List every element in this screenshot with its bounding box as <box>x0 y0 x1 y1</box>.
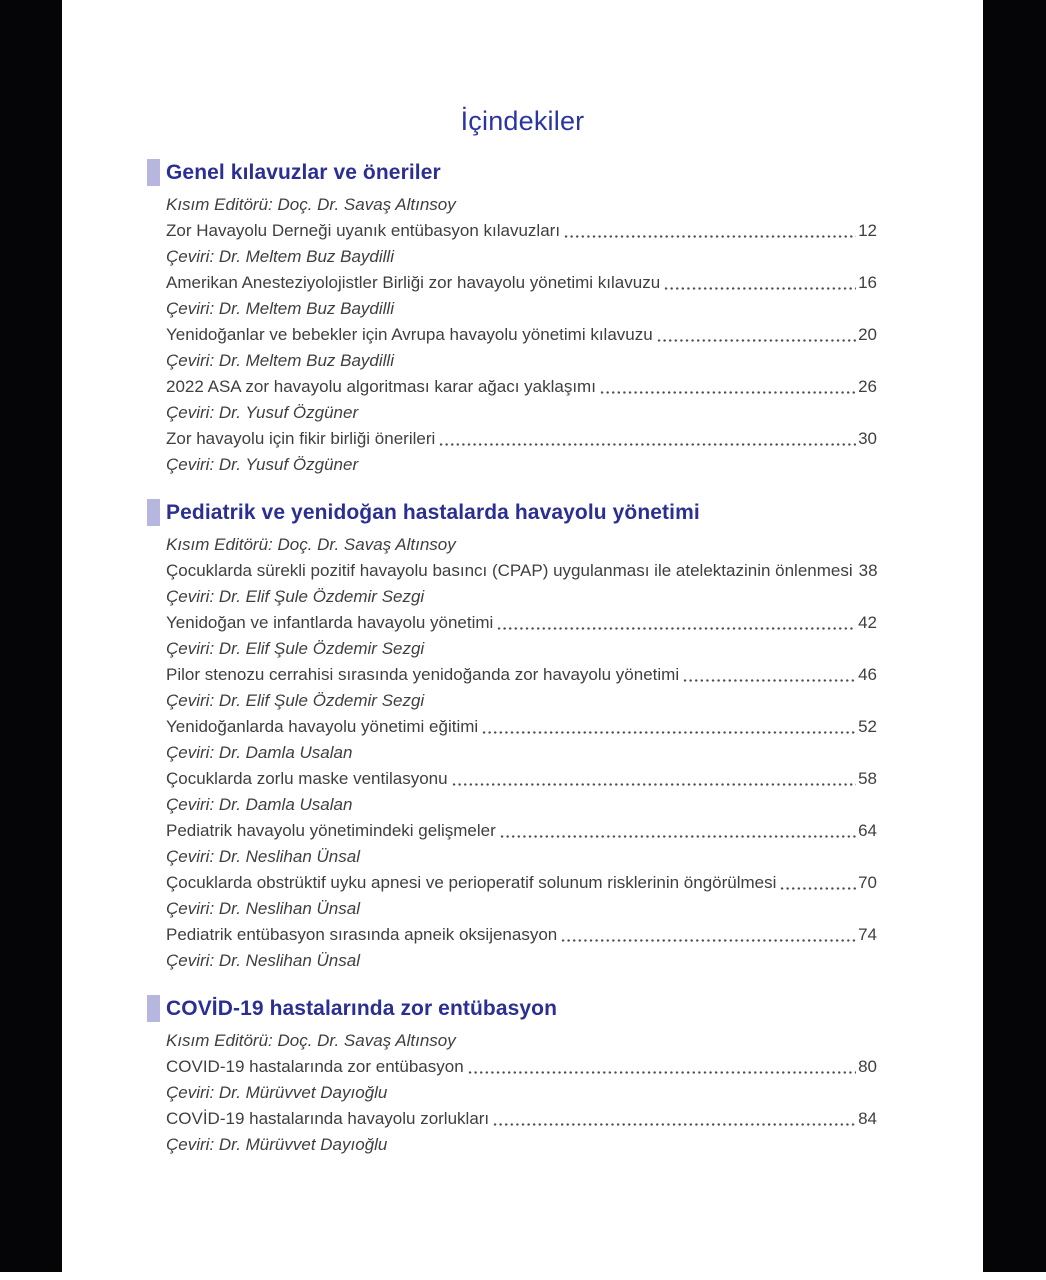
section-editor: Kısım Editörü: Doç. Dr. Savaş Altınsoy <box>166 535 456 554</box>
toc-entry <box>166 662 877 688</box>
toc-entry-page-number: 38 <box>858 561 878 580</box>
toc-entry-title: Çocuklarda obstrüktif uyku apnesi ve perioperatif solunum risklerinin öngörülmesi <box>166 873 777 892</box>
toc-entry-title: 2022 ASA zor havayolu algoritması karar ağacı yaklaşımı <box>166 377 596 396</box>
toc-entry-translator: Çeviri: Dr. Meltem Buz Baydilli <box>166 299 394 318</box>
toc-entry <box>166 1106 877 1132</box>
toc-entry-title: Pilor stenozu cerrahisi sırasında yenidoğanda zor havayolu yönetimi <box>166 665 680 684</box>
dot-leader <box>683 677 856 684</box>
dot-leader <box>482 729 856 736</box>
toc-entry-translator: Çeviri: Dr. Yusuf Özgüner <box>166 403 359 422</box>
toc-entry-translator: Çeviri: Dr. Damla Usalan <box>166 743 353 762</box>
toc-entry <box>166 322 877 348</box>
dot-leader <box>497 625 856 632</box>
toc-entry-title: Zor Havayolu Derneği uyanık entübasyon kılavuzları <box>166 221 561 240</box>
toc-entry-translator: Çeviri: Dr. Neslihan Ünsal <box>166 951 360 970</box>
toc-entry-page-number: 74 <box>858 925 877 944</box>
section-marker-icon <box>147 499 160 526</box>
dot-leader <box>664 285 856 292</box>
dot-leader <box>657 337 856 344</box>
toc-entry-translator: Çeviri: Dr. Neslihan Ünsal <box>166 899 360 918</box>
toc-entry <box>166 1054 877 1080</box>
toc-entry-title: Çocuklarda sürekli pozitif havayolu basıncı (CPAP) uygulanması ile atelektazinin önlenmesi <box>166 561 853 580</box>
toc-entry-translator: Çeviri: Dr. Damla Usalan <box>166 795 353 814</box>
toc-sections <box>166 158 877 1158</box>
toc-entry-page-number: 30 <box>858 429 877 448</box>
dot-leader <box>439 441 856 448</box>
dot-leader <box>780 885 856 892</box>
toc-entry-translator: Çeviri: Dr. Elif Şule Özdemir Sezgi <box>166 639 425 658</box>
toc-entry <box>166 714 877 740</box>
page-left-border <box>0 0 62 1272</box>
toc-entry-title: Çocuklarda zorlu maske ventilasyonu <box>166 769 448 788</box>
toc-entry-page-number: 26 <box>858 377 877 396</box>
toc-entry-title: Yenidoğanlarda havayolu yönetimi eğitimi <box>166 717 479 736</box>
toc-entry-title: COVİD-19 hastalarında havayolu zorlukları <box>166 1109 490 1128</box>
toc-entry <box>166 818 877 844</box>
toc-entry-translator: Çeviri: Dr. Meltem Buz Baydilli <box>166 351 394 370</box>
toc-entry-page-number: 12 <box>858 221 877 240</box>
toc-entry <box>166 870 877 896</box>
dot-leader <box>561 937 856 944</box>
toc-entry <box>166 270 877 296</box>
toc-entry <box>166 610 877 636</box>
toc-section <box>166 158 877 478</box>
dot-leader <box>468 1069 856 1076</box>
toc-entry-page-number: 70 <box>858 873 877 892</box>
toc-entry <box>166 218 877 244</box>
toc-entry-page-number: 20 <box>858 325 877 344</box>
toc-entry-title: Amerikan Anesteziyolojistler Birliği zor havayolu yönetimi kılavuzu <box>166 273 661 292</box>
toc-entry <box>166 558 877 584</box>
toc-entry-translator: Çeviri: Dr. Neslihan Ünsal <box>166 847 360 866</box>
section-editor: Kısım Editörü: Doç. Dr. Savaş Altınsoy <box>166 1031 456 1050</box>
section-editor: Kısım Editörü: Doç. Dr. Savaş Altınsoy <box>166 195 456 214</box>
toc-entry-page-number: 80 <box>858 1057 877 1076</box>
toc-entry-page-number: 64 <box>858 821 877 840</box>
toc-page <box>62 0 983 1272</box>
dot-leader <box>600 389 856 396</box>
toc-entry-title: Pediatrik entübasyon sırasında apneik oksijenasyon <box>166 925 558 944</box>
dot-leader <box>452 781 856 788</box>
toc-entry-page-number: 46 <box>858 665 877 684</box>
toc-section <box>166 994 877 1158</box>
toc-entry-translator: Çeviri: Dr. Meltem Buz Baydilli <box>166 247 394 266</box>
toc-entry <box>166 426 877 452</box>
toc-entry-translator: Çeviri: Dr. Mürüvvet Dayıoğlu <box>166 1083 388 1102</box>
toc-entry-title: COVID-19 hastalarında zor entübasyon <box>166 1057 464 1076</box>
section-heading-label: Genel kılavuzlar ve öneriler <box>166 161 441 184</box>
page-title: İçindekiler <box>460 106 585 136</box>
section-heading <box>166 994 877 1024</box>
page-right-border <box>983 0 1046 1272</box>
toc-entry-page-number: 52 <box>858 717 877 736</box>
toc-entry-translator: Çeviri: Dr. Elif Şule Özdemir Sezgi <box>166 691 425 710</box>
toc-entry <box>166 374 877 400</box>
toc-entry-page-number: 42 <box>858 613 877 632</box>
section-marker-icon <box>147 159 160 186</box>
section-marker-icon <box>147 995 160 1022</box>
toc-entry <box>166 922 877 948</box>
toc-entry-page-number: 84 <box>858 1109 877 1128</box>
toc-entry-title: Yenidoğanlar ve bebekler için Avrupa havayolu yönetimi kılavuzu <box>166 325 653 344</box>
dot-leader <box>500 833 856 840</box>
toc-entry-translator: Çeviri: Dr. Yusuf Özgüner <box>166 455 359 474</box>
toc-entry-title: Zor havayolu için fikir birliği önerileri <box>166 429 436 448</box>
section-heading-label: Pediatrik ve yenidoğan hastalarda havayolu yönetimi <box>166 501 700 524</box>
toc-entry-title: Pediatrik havayolu yönetimindeki gelişmeler <box>166 821 496 840</box>
toc-entry-page-number: 58 <box>858 769 877 788</box>
section-heading-label: COVİD-19 hastalarında zor entübasyon <box>166 997 558 1020</box>
dot-leader <box>493 1121 856 1128</box>
toc-entry-page-number: 16 <box>858 273 877 292</box>
toc-section <box>166 498 877 974</box>
section-heading <box>166 498 877 528</box>
toc-entry <box>166 766 877 792</box>
toc-entry-translator: Çeviri: Dr. Mürüvvet Dayıoğlu <box>166 1135 388 1154</box>
section-heading <box>166 158 877 188</box>
dot-leader <box>564 233 856 240</box>
toc-entry-translator: Çeviri: Dr. Elif Şule Özdemir Sezgi <box>166 587 425 606</box>
toc-entry-title: Yenidoğan ve infantlarda havayolu yönetimi <box>166 613 494 632</box>
